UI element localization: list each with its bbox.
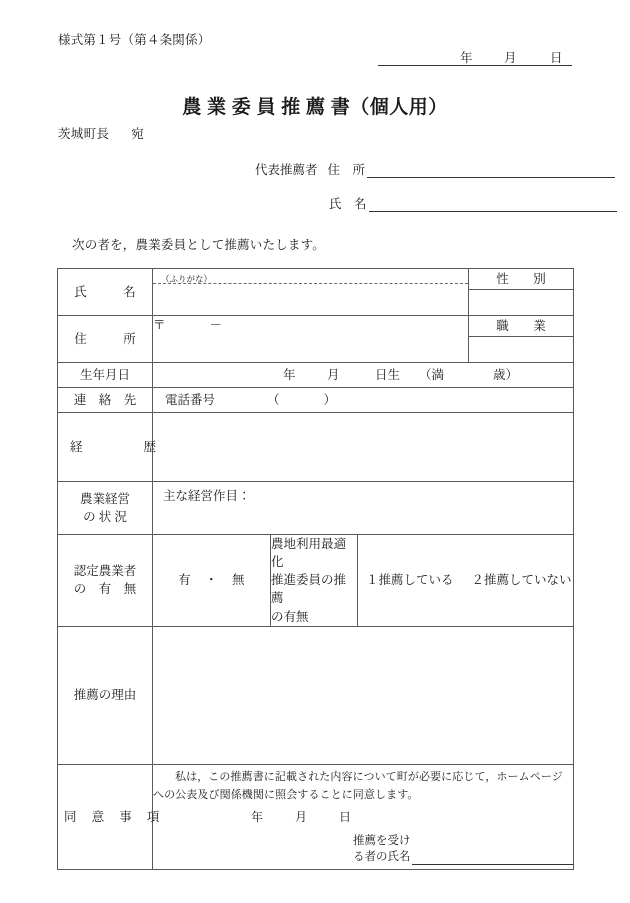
header-date-line	[378, 47, 572, 66]
page-title-suffix: （個人用）	[350, 97, 448, 118]
contact-input-cell[interactable]	[153, 388, 574, 413]
name-value-cell[interactable]	[153, 269, 469, 316]
farm-status-label-line2: の 状 況	[83, 510, 127, 524]
tel-fields	[153, 391, 573, 409]
address-label: 住 所	[74, 331, 148, 346]
table-row-career	[58, 413, 574, 482]
consent-content-cell	[153, 764, 574, 869]
signature-label-line2: る者の氏名	[353, 850, 411, 863]
signature-block	[153, 833, 573, 865]
contact-label: 連 絡 先	[73, 392, 137, 407]
table-row-name	[58, 269, 574, 290]
optimization-label-line1: 農地利用最適化	[271, 537, 347, 570]
consent-date-fields	[153, 809, 573, 826]
name-label: 氏 名	[74, 284, 148, 299]
recommendation-table	[57, 268, 574, 870]
birth-age-close: 歳）	[493, 367, 519, 382]
birth-month: 月	[327, 367, 340, 382]
reason-label-cell	[58, 626, 153, 764]
consent-date-year: 年	[251, 810, 264, 825]
career-input[interactable]	[153, 413, 574, 482]
certified-label-line2: の 有 無	[73, 582, 137, 597]
birth-label: 生年月日	[79, 367, 130, 382]
form-number: 様式第１号（第４条関係）	[58, 33, 211, 47]
representative-block	[255, 160, 617, 228]
farm-status-input-cell[interactable]	[153, 482, 574, 535]
signature-label-line1: 推薦を受け	[353, 834, 411, 847]
gender-label: 性 別	[496, 271, 552, 286]
consent-text: 私は，この推薦書に記載された内容について町が必要に応じて，ホームページへの公表及び関係機関に照会することに同意します。	[153, 771, 563, 802]
consent-date-day: 日	[339, 810, 352, 825]
occupation-label-cell	[469, 316, 574, 337]
addressee	[58, 124, 144, 142]
representative-name-label: 氏 名	[329, 197, 367, 211]
career-label: 経 歴	[70, 439, 169, 454]
optimization-label-line2: 推進委員の推薦	[271, 573, 347, 606]
representative-address-row	[255, 160, 617, 178]
tel-paren-close: ）	[323, 392, 337, 407]
table-row-birthdate	[58, 363, 574, 388]
gender-input[interactable]	[469, 290, 574, 316]
certified-separator: ・	[205, 573, 218, 588]
table-row-farm-status	[58, 482, 574, 535]
certified-label-cell	[58, 535, 153, 627]
gender-label-cell	[469, 269, 574, 290]
optimization-label-line3: の有無	[271, 609, 309, 624]
optimization-options	[358, 571, 573, 589]
tel-label: 電話番号	[165, 392, 216, 407]
farm-status-label-cell	[58, 482, 153, 535]
address-label-cell	[58, 316, 153, 363]
representative-address-label: 住 所	[327, 163, 366, 177]
addressee-office: 茨城町長	[58, 127, 110, 141]
optimization-choice-cell[interactable]	[358, 535, 574, 627]
furigana-label: （ふりがな）	[153, 271, 468, 284]
tel-paren-open: （	[267, 392, 280, 407]
optimization-option-1[interactable]: １推薦している	[366, 573, 454, 588]
name-input[interactable]	[153, 284, 468, 314]
signature-input[interactable]	[412, 851, 574, 865]
reason-input[interactable]	[153, 626, 574, 764]
header-date-year: 年	[460, 51, 473, 65]
certified-yes-option[interactable]: 有	[178, 573, 192, 588]
career-label-cell	[58, 413, 169, 482]
birth-input-cell[interactable]	[153, 363, 574, 388]
birth-day: 日生	[375, 367, 401, 382]
consent-label-cell	[58, 764, 166, 869]
consent-label: 同 意 事 項	[64, 809, 166, 824]
occupation-input[interactable]	[469, 337, 574, 363]
address-input-cell[interactable]	[153, 316, 469, 363]
signature-line2-row	[353, 849, 573, 865]
table-row-reason	[58, 626, 574, 764]
lead-text: 次の者を，農業委員として推薦いたします。	[72, 238, 326, 252]
table-row-certified-farmer	[58, 535, 574, 627]
representative-address-input[interactable]	[367, 162, 615, 178]
optimization-label-cell	[271, 535, 358, 627]
table-row-contact	[58, 388, 574, 413]
table-row-address	[58, 316, 574, 337]
header-date-month: 月	[504, 51, 517, 65]
header-date-day: 日	[550, 51, 563, 65]
page-title-main: 農 業 委 員 推 薦 書	[182, 97, 351, 118]
table-row-consent	[58, 764, 574, 869]
representative-name-input[interactable]	[369, 196, 617, 212]
consent-date-month: 月	[295, 810, 308, 825]
page-title	[0, 92, 630, 119]
main-crop-label: 主な経営作目：	[163, 489, 251, 503]
contact-label-cell	[58, 388, 153, 413]
name-label-cell	[58, 269, 153, 316]
birth-label-cell	[58, 363, 153, 388]
reason-label: 推薦の理由	[73, 688, 137, 703]
farm-status-label-line1: 農業経営	[79, 491, 130, 506]
occupation-label: 職 業	[496, 318, 552, 333]
addressee-to: 宛	[131, 127, 145, 141]
postal-mark-icon: 〒	[153, 318, 166, 332]
certified-no-option[interactable]: 無	[231, 573, 245, 588]
optimization-option-2[interactable]: ２推薦していない	[471, 573, 572, 588]
representative-group-label: 代表推薦者	[255, 163, 318, 177]
representative-name-row	[255, 194, 617, 212]
birth-fields	[153, 366, 573, 384]
certified-label-line1: 認定農業者	[73, 564, 137, 579]
birth-age-open: （満	[419, 367, 445, 382]
postal-dash: －	[209, 318, 223, 332]
birth-year: 年	[283, 367, 296, 382]
certified-choice-cell[interactable]	[153, 535, 271, 627]
